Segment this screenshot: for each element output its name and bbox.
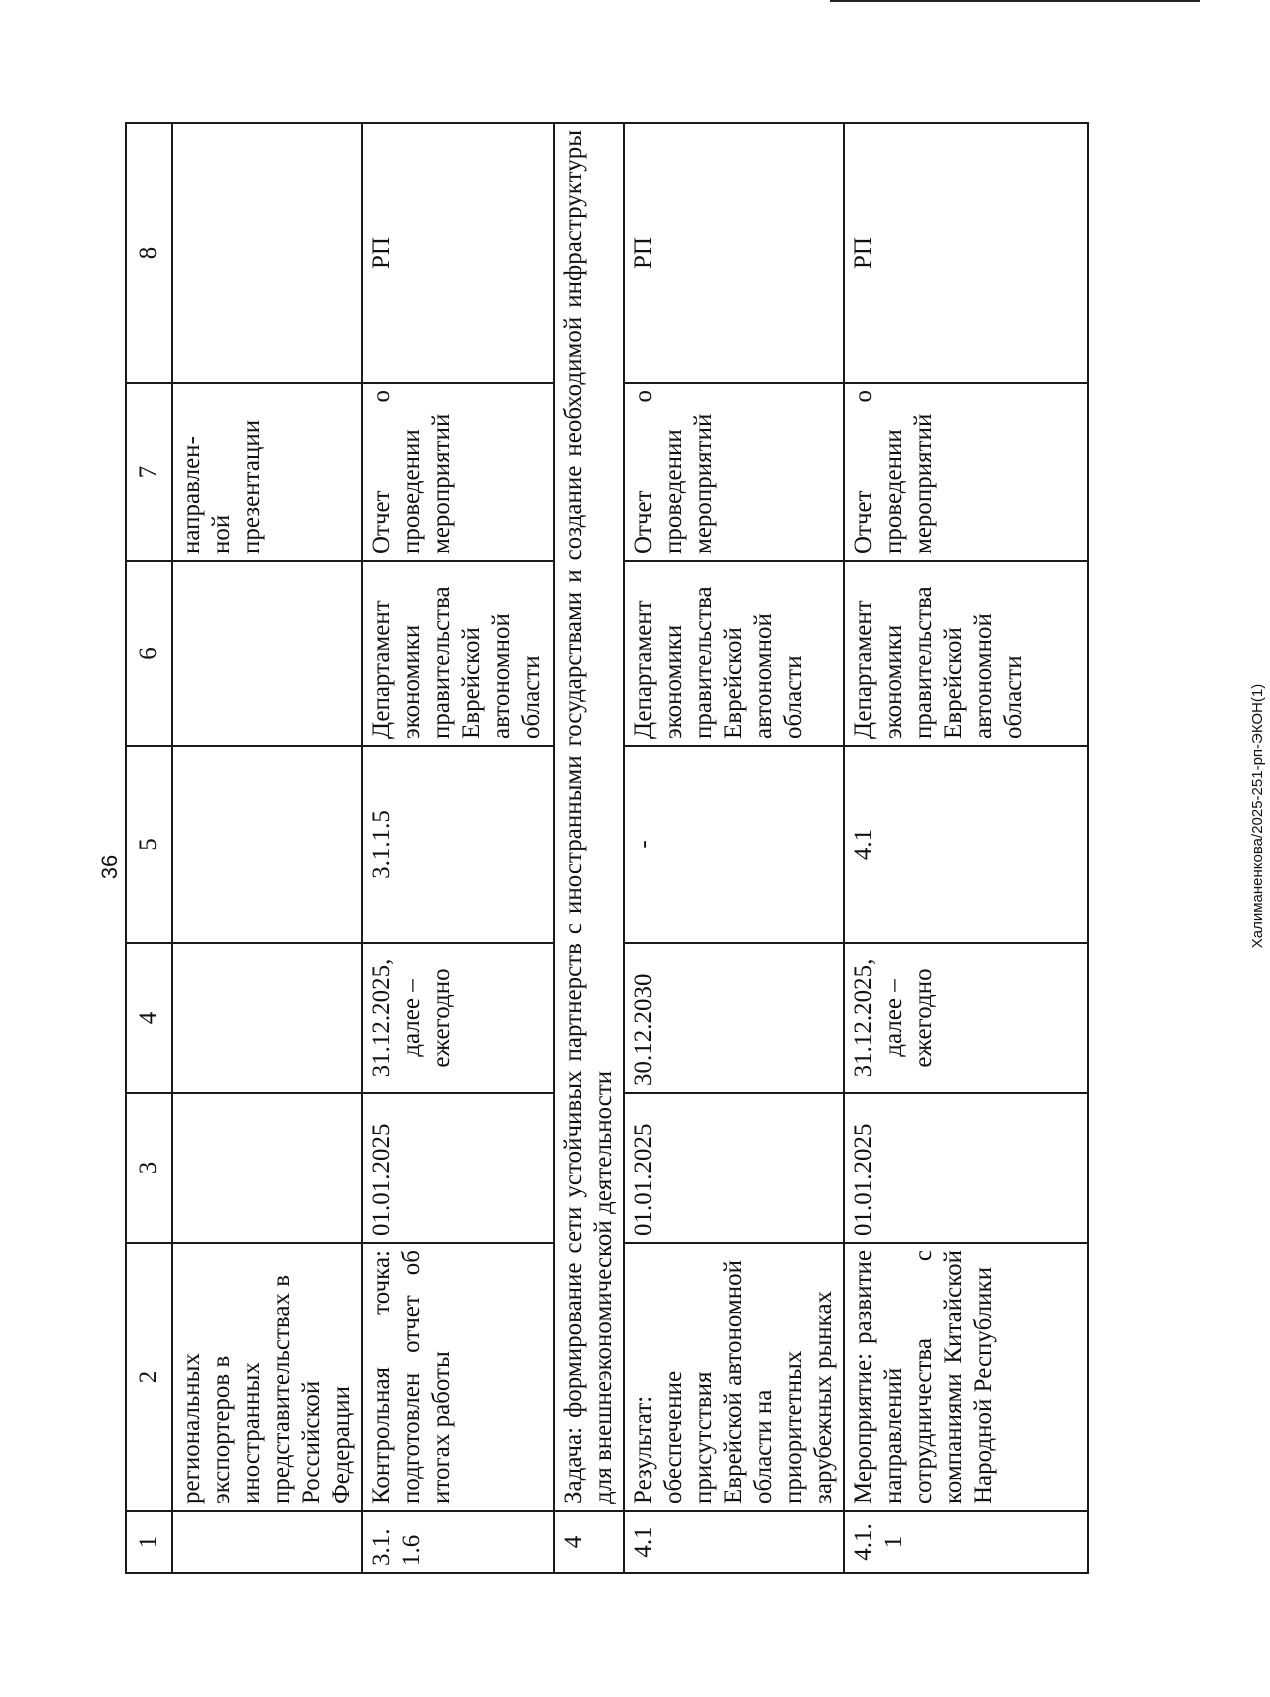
plan-table (125, 122, 1089, 1574)
cell-num: 3.1.1.6 (362, 1511, 554, 1573)
col-number: 7 (126, 383, 172, 561)
col-number: 3 (126, 1093, 172, 1243)
col-number: 6 (126, 561, 172, 746)
table-row-411 (844, 123, 1088, 1573)
table-row-continuation (172, 123, 362, 1573)
document-code: Халиманенкова/2025-251-рп-ЭКОН(1) (1249, 683, 1266, 949)
col-number: 8 (126, 123, 172, 383)
cell-document: направлен- ной презентации (172, 383, 362, 561)
col-number: 2 (126, 1243, 172, 1511)
cell-responsible: Департамент экономики правительства Еврейской автономной области (624, 561, 844, 746)
cell-predecessor: 3.1.1.5 (362, 746, 554, 943)
cell-start (172, 1093, 362, 1243)
cell-num: 4 (554, 1511, 624, 1573)
task-text: Задача: формирование сети устойчивых партнерств с иностранными государствами и создание необходимой инфраструктуры для внешнеэкономической деятельности (554, 123, 624, 1511)
column-number-row (126, 123, 172, 1573)
rotated-table-frame (125, 124, 1075, 1574)
cell-responsible (172, 561, 362, 746)
cell-document: Отчет о проведении мероприятий (624, 383, 844, 561)
cell-start: 01.01.2025 (624, 1093, 844, 1243)
cell-level (172, 123, 362, 383)
col-number: 1 (126, 1511, 172, 1573)
cell-predecessor: - (624, 746, 844, 943)
cell-end (172, 943, 362, 1093)
col-number: 5 (126, 746, 172, 943)
cell-predecessor (172, 746, 362, 943)
cell-name: Мероприятие: развитие направлений сотрудничества с компаниями Китайской Народной Республики (844, 1243, 1088, 1511)
cell-document: Отчет о проведении мероприятий (844, 383, 1088, 561)
table-row-task-4 (554, 123, 624, 1573)
cell-predecessor: 4.1 (844, 746, 1088, 943)
cell-responsible: Департамент экономики правительства Еврейской автономной области (362, 561, 554, 746)
top-edge-line (830, 0, 1200, 2)
cell-start: 01.01.2025 (362, 1093, 554, 1243)
cell-responsible: Департамент экономики правительства Еврейской автономной области (844, 561, 1088, 746)
cell-name: Контрольная точка: подготовлен отчет об итогах работы (362, 1243, 554, 1511)
cell-end: 31.12.2025, далее – ежегодно (844, 943, 1088, 1093)
cell-name: Результат: обеспечение присутствия Еврейской автономной области на приоритетных зарубежных рынках (624, 1243, 844, 1511)
cell-num: 4.1.1 (844, 1511, 1088, 1573)
cell-level: РП (844, 123, 1088, 383)
cell-level: РП (624, 123, 844, 383)
cell-end: 31.12.2025, далее – ежегодно (362, 943, 554, 1093)
cell-name: региональных экспортеров в иностранных представительствах в Российской Федерации (172, 1243, 362, 1511)
cell-level: РП (362, 123, 554, 383)
page-number: 36 (97, 854, 122, 880)
cell-num (172, 1511, 362, 1573)
cell-num: 4.1 (624, 1511, 844, 1573)
table-row-41 (624, 123, 844, 1573)
table-row-3116 (362, 123, 554, 1573)
col-number: 4 (126, 943, 172, 1093)
cell-end: 30.12.2030 (624, 943, 844, 1093)
cell-start: 01.01.2025 (844, 1093, 1088, 1243)
cell-document: Отчет о проведении мероприятий (362, 383, 554, 561)
